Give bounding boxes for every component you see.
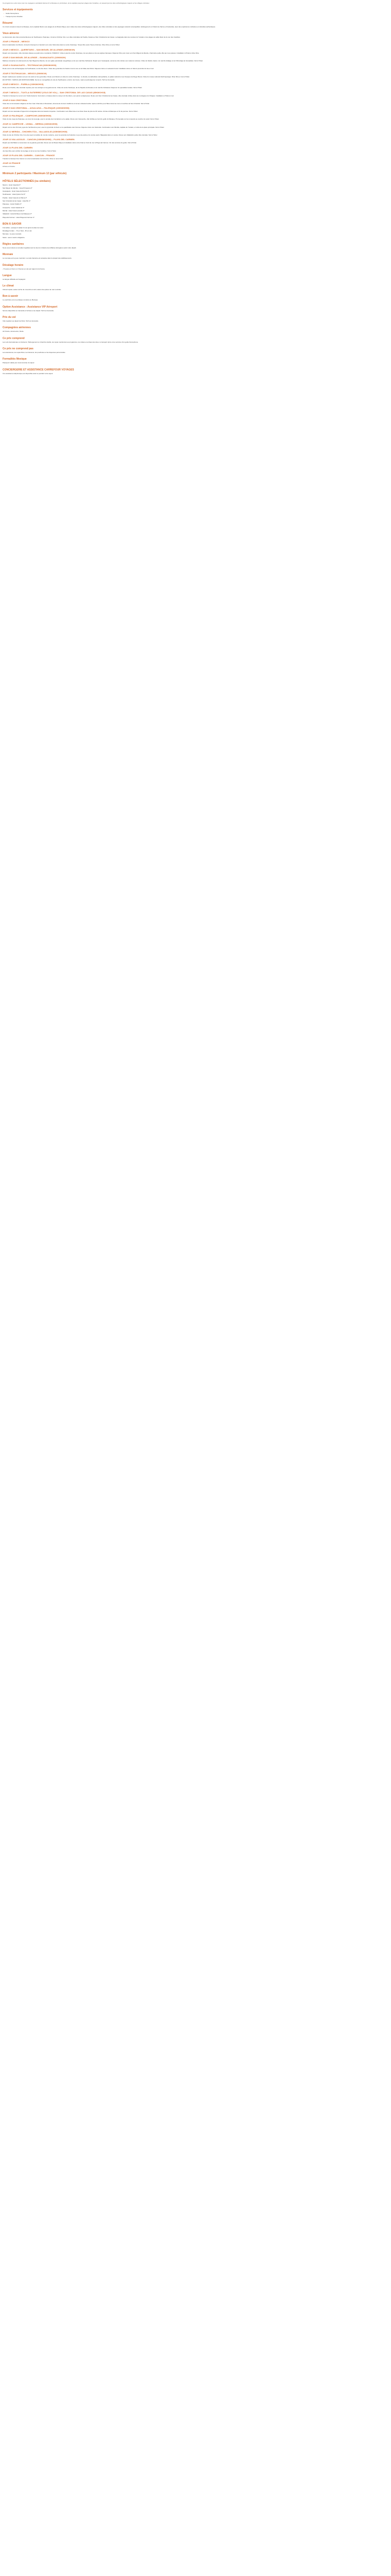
section xyxy=(3,180,388,218)
section-paragraph: Route vers Puebla, ville coloniale réputée pour ses azulejos et sa gastronomie. Visite du centre historique, de la chapelle du Rosaire et du marché d'artisanat. Déjeuner de spécialités locales. Nuit à l'hôtel. xyxy=(3,87,142,89)
section-paragraph: Vols réguliers au départ de Paris. Tarif sur demande. xyxy=(3,320,39,323)
section-title: JOUR 4 GUANAJUATO – TEOTIHUACAN (360KM/4H30) xyxy=(3,64,57,67)
section xyxy=(3,138,388,144)
section xyxy=(3,162,388,167)
section-paragraph: Matinée consacrée à la découverte de San Miguel de Allende, de son église paroissiale néogothique et de ses marchés d'artisanat. Départ pour Guanajuato, ancienne cité minière aux maisons colorées. Visite du théâtre Juarez, du marché Hidalgo et de l'Alhondiga de Granaditas. Nuit à l'hôtel. xyxy=(3,60,203,62)
section xyxy=(3,243,388,249)
section-paragraph: Départ pour Ek Balam et ascension de sa grande pyramide. Route vers la Riviera Maya et installation dans votre hôtel en bord de mer à Playa del Carmen. Fin des services du guide. Nuit à l'hôtel. xyxy=(3,142,137,144)
section-title: JOUR 13 VALLADOLID – CANCUN (160KM/02H00) – PLAYA DEL CARMEN xyxy=(3,138,75,141)
section-paragraph: Journée libre pour profiter de la plage et de la mer des Caraïbes. Nuit à l'hôtel. xyxy=(3,149,57,152)
section-title: Minimum 2 participants / Maximum 12 (par véhicule) xyxy=(3,172,67,175)
section xyxy=(3,40,388,46)
section-paragraph: Décalage horaire : -7h en hiver, -6h en été. xyxy=(3,230,32,232)
section-paragraph: Monnaie : le peso mexicain. xyxy=(3,233,22,235)
section-title: JOUR 1 FRANCE – MEXICO xyxy=(3,40,30,43)
section-title: JOUR 9 SAN CRISTOBAL – AGUA AZUL – PALENQUE (220KM/6H00) xyxy=(3,107,70,110)
section-title: Compagnies aériennes xyxy=(3,326,31,330)
section-paragraph: Service disponible sur demande à l'arrivée et au départ. Tarif sur demande. xyxy=(3,309,54,312)
section-paragraph: Transfert à l'aéroport de Cancun et envol à destination de la France. Dîner et nuit à bord. xyxy=(3,157,63,160)
section-paragraph: Les assurances, les repas libres, les boissons, les pourboires et les dépenses personnelles. xyxy=(3,351,66,353)
section-title: CONCIERGERIE ET ASSISTANCE CARREFOUR VOYAGES xyxy=(3,368,74,371)
section xyxy=(3,253,388,259)
section-title: Langue xyxy=(3,274,12,277)
section-paragraph: Le pourboire est une pratique courante au Mexique. xyxy=(3,299,38,301)
section xyxy=(3,223,388,239)
section xyxy=(3,8,388,18)
section-paragraph: Envol à destination de Mexico. Accueil à l'aéroport et transfert vers votre hôtel situé dans le centre historique. Temps libre selon l'heure d'arrivée. Dîner libre et nuit à l'hôtel. xyxy=(3,44,120,46)
section-title: Prix du vol xyxy=(3,316,16,319)
section-title: BON À SAVOIR xyxy=(3,222,22,226)
section-paragraph: Teotihuacan : Hotel Quinto Sol 3* xyxy=(3,193,26,196)
section-paragraph: EN OPTION : SURVOL EN MONTGOLFIÈRE. Survol en montgolfière du site de Teotihuacan, environ une heure, toast et petit-déjeuner compris. Tarif sur demande. xyxy=(3,78,115,81)
section xyxy=(3,64,388,70)
list-item: • Guide francophone xyxy=(3,12,388,14)
section xyxy=(3,154,388,160)
section-title: Ce prix comprend xyxy=(3,336,25,340)
section-paragraph: La découverte des cités précolombiennes de Teotihuacan, Palenque, Uxmal et Chichen Itza. Les villes coloniales de Puebla, Oaxaca et San Cristobal de las Casas. La baignade dans les cenotes du Yucatan et les plages de sable blanc de la mer des Caraïbes. xyxy=(3,36,181,39)
section-title: JOUR 10 PALENQUE – CAMPECHE (360KM/5H30) xyxy=(3,114,52,117)
section xyxy=(3,130,388,136)
section-title: Formalités Mexique xyxy=(3,358,27,361)
section xyxy=(3,274,388,280)
section-paragraph: Playa del Carmen : Hotel Playa del Carmen 4* xyxy=(3,216,35,218)
section xyxy=(3,347,388,353)
intro-text: Ce programme a été conçu pour les voyageurs souhaitant découvrir le Mexique en profondeur, de la capitale jusqu'aux plages des Caraïbes, en passant par les sites archéologiques majeurs et les villages coloniaux. xyxy=(3,2,150,4)
section-paragraph: San Cristobal de las Casas : Hotel Bo 4* xyxy=(3,200,30,202)
section-paragraph: Merida : Hotel Casa Lecanda 4* xyxy=(3,209,25,212)
list-item: • Transport privé climatisé xyxy=(3,15,388,18)
section-title: HÔTELS SÉLECTIONNÉS (ou similaire) xyxy=(3,179,51,183)
section xyxy=(3,368,388,375)
section-paragraph: Départ matinal pour assister au lever du soleil sur les pyramides. Route vers Mexico et visite du centre historique : le Zocalo, la cathédrale métropolitaine, le palais national et ses fresques de Diego Rivera. Visite du musée national d'anthropologie. Dîner libre et nuit à l'hôtel. xyxy=(3,75,190,78)
section-title: Option Assistance : Assistance VIP Aéroport xyxy=(3,305,58,309)
sections-container xyxy=(3,8,388,375)
section-title: Monnaie xyxy=(3,253,13,257)
section xyxy=(3,72,388,81)
section xyxy=(3,295,388,301)
section-title: Décalage horaire xyxy=(3,263,24,267)
section-paragraph: Transfert à l'aéroport et envol vers Tuxtla Gutierrez. Excursion en bateau dans le canyon du Sumidero, aux parois vertigineuses. Route vers San Cristobal de las Casas, ville coloniale nichée dans les montagnes du Chiapas. Installation à l'hôtel et nuit. xyxy=(3,94,174,97)
section xyxy=(3,99,388,105)
section-title: Vous aimerez xyxy=(3,32,19,36)
section-paragraph: Départ vers Queretaro, ville coloniale classée au patrimoine mondial de l'UNESCO. Visite à pied du centre historique, de ses places et de ses églises baroques. Déjeuner libre puis route vers San Miguel de Allende, charmante petite ville aux rues pavées. Installation à l'hôtel et dîner libre. xyxy=(3,52,200,54)
section xyxy=(3,337,388,343)
section-title: Règles sanitaires xyxy=(3,242,24,246)
section-paragraph: -7 heures en hiver et -6 heures en été par rapport à la France. xyxy=(3,267,45,270)
section xyxy=(3,107,388,112)
section xyxy=(3,264,388,270)
section xyxy=(3,306,388,312)
section-paragraph: Air France, Aeromexico, Iberia. xyxy=(3,330,24,333)
section-title: JOUR 2 MEXICO – QUERETARO – SAN MIGUEL DE ALLENDE (300KM/4H) xyxy=(3,48,75,51)
section xyxy=(3,326,388,332)
section-title: JOUR 16 FRANCE xyxy=(3,162,21,165)
section xyxy=(3,48,388,54)
section-title: JOUR 12 MERIDA – CHICHEN ITZA – VALLADOLID (165KM/02H30) xyxy=(3,130,68,133)
section-paragraph: Palenque : Hotel Chablis 3* xyxy=(3,203,22,206)
section-paragraph: Nous vous invitons à consulter régulièrement le site du ministère des Affaires étrangères avant votre départ. xyxy=(3,246,77,249)
section-paragraph: Guanajuato : Hotel Casa del Rector 4* xyxy=(3,190,29,193)
section-paragraph: Valladolid : Hotel El Meson del Marques 3* xyxy=(3,213,32,215)
section-title: JOUR 7 MEXICO – TUXTLA GUTIERREZ (VOLS DE VOL) – SAN CRISTOBAL DE LAS CASAS (65KM/1H15) xyxy=(3,91,106,94)
section-title: Services et équipements xyxy=(3,8,33,12)
section-paragraph: Une assistance téléphonique est disponible avant et pendant votre séjour. xyxy=(3,372,54,375)
section-paragraph: Climat tropical, saison sèche de novembre à avril, saison des pluies de mai à octobre. xyxy=(3,289,62,291)
section-paragraph: Mexico : Hotel Catedral 3* xyxy=(3,183,21,186)
section-paragraph: Passeport valide pour toute la durée du séjour. xyxy=(3,362,35,364)
section xyxy=(3,32,388,38)
section-paragraph: Visite du site de Chichen Itza, l'une des sept merveilles du monde moderne, avec la pyramide de Kukulcan, le jeu de pelote et le cenote sacré. Baignade dans un cenote. Route vers Valladolid, petite ville coloniale. Nuit à l'hôtel. xyxy=(3,134,158,137)
section xyxy=(3,316,388,322)
section xyxy=(3,146,388,152)
section-paragraph: La monnaie est le peso mexicain. La carte bancaire est acceptée dans la plupart des établissements. xyxy=(3,257,72,260)
section xyxy=(3,83,388,89)
section-title: JOUR 14 PLAYA DEL CARMEN xyxy=(3,146,33,149)
section xyxy=(3,284,388,291)
section xyxy=(3,172,388,176)
section-paragraph: Visite des communautés indigènes de San Juan Chamula et Zinacantan, découverte de leurs traditions et de leur artisanat textile. Après-midi libre pour flâner dans les rues et marchés de San Cristobal. Nuit à l'hôtel. xyxy=(3,102,150,105)
section-title: JOUR 11 CAMPECHE – UXMAL – MERIDA (160KM/4H00) xyxy=(3,122,58,125)
section-paragraph: Départ vers les cascades d'Agua Azul et baignade dans les bassins turquoise. Continuation vers Misol-Ha et sa chute d'eau de plus de 30 mètres. Arrivée à Palenque en fin de journée. Nuit à l'hôtel. xyxy=(3,110,138,113)
section xyxy=(3,114,388,120)
section-paragraph: Départ vers le site d'Uxmal, joyau de l'architecture puuc, avec la pyramide du Devin et le quadrilatère des Nonnes. Déjeuner dans une hacienda. Continuation vers Merida, capitale du Yucatan, et visite de la place principale. Nuit à l'hôtel. xyxy=(3,126,165,128)
section xyxy=(3,123,388,128)
section-paragraph: Santé : aucun vaccin obligatoire. xyxy=(3,236,25,239)
section xyxy=(3,22,388,28)
section-paragraph: Arrivée en France. xyxy=(3,165,15,168)
section-title: JOUR 8 SAN CRISTOBAL xyxy=(3,98,28,101)
section-title: Bon à savoir xyxy=(3,295,19,298)
section xyxy=(3,91,388,97)
section-paragraph: Puebla : Hotel Casa de la Palma 4* xyxy=(3,196,27,199)
section-title: Ce prix ne comprend pas xyxy=(3,347,34,350)
section-title: JOUR 15 PLAYA DEL CARMEN – CANCUN – FRANCE xyxy=(3,154,55,157)
section-paragraph: San Miguel de Allende : Casa Primavera 4* xyxy=(3,187,32,189)
section-paragraph: Formalités : passeport valide 6 mois après la date de retour. xyxy=(3,226,44,229)
section-title: JOUR 3 SAN MIGUEL DE ALLENDE – GUANAJUATO (130KM/2H) xyxy=(3,56,66,59)
section-paragraph: Un circuit complet à travers le Mexique, de la capitale Mexico aux plages de la Riviera Maya, avec visites des sites archéologiques majeurs, des villes coloniales et des paysages naturels remarquables. Hébergement en hôtels de charme et haciendas, avec des expériences culinaires et culturelles authentiques. xyxy=(3,25,216,28)
section-paragraph: La langue officielle est l'espagnol. xyxy=(3,278,26,280)
section-title: JOUR 6 MEXICO – PUEBLA (130KM/2H15) xyxy=(3,83,44,86)
section xyxy=(3,358,388,364)
section-paragraph: Les vols internationaux et intérieurs, l'hébergement en chambre double, les repas mentionnés au programme, les visites et entrées des sites, le transport privé et les services d'un guide francophone. xyxy=(3,341,139,343)
section xyxy=(3,56,388,62)
section-title: Le climat xyxy=(3,284,14,288)
itinerary-document xyxy=(0,0,391,377)
section-paragraph: Visite du site maya de Palenque, au cœur de la jungle, avec le temple des Inscriptions et le palais. Route vers Campeche, ville fortifiée au bord du golfe du Mexique. Promenade sur les remparts au coucher du soleil. Nuit à l'hôtel. xyxy=(3,118,159,121)
section-title: JOUR 5 TEOTIHUACAN – MEXICO (50KM/1H) xyxy=(3,72,47,75)
section-title: Résumé xyxy=(3,21,13,25)
section-paragraph: Campeche : Hotel Castelmar 3* xyxy=(3,206,25,209)
section-paragraph: Route vers le site archéologique de Teotihuacan, la cité des dieux. Visite des pyramides du Soleil et de la Lune et de l'allée des Morts. Déjeuner dans un restaurant local. Installation dans un hôtel à proximité du site et nuit. xyxy=(3,67,154,70)
